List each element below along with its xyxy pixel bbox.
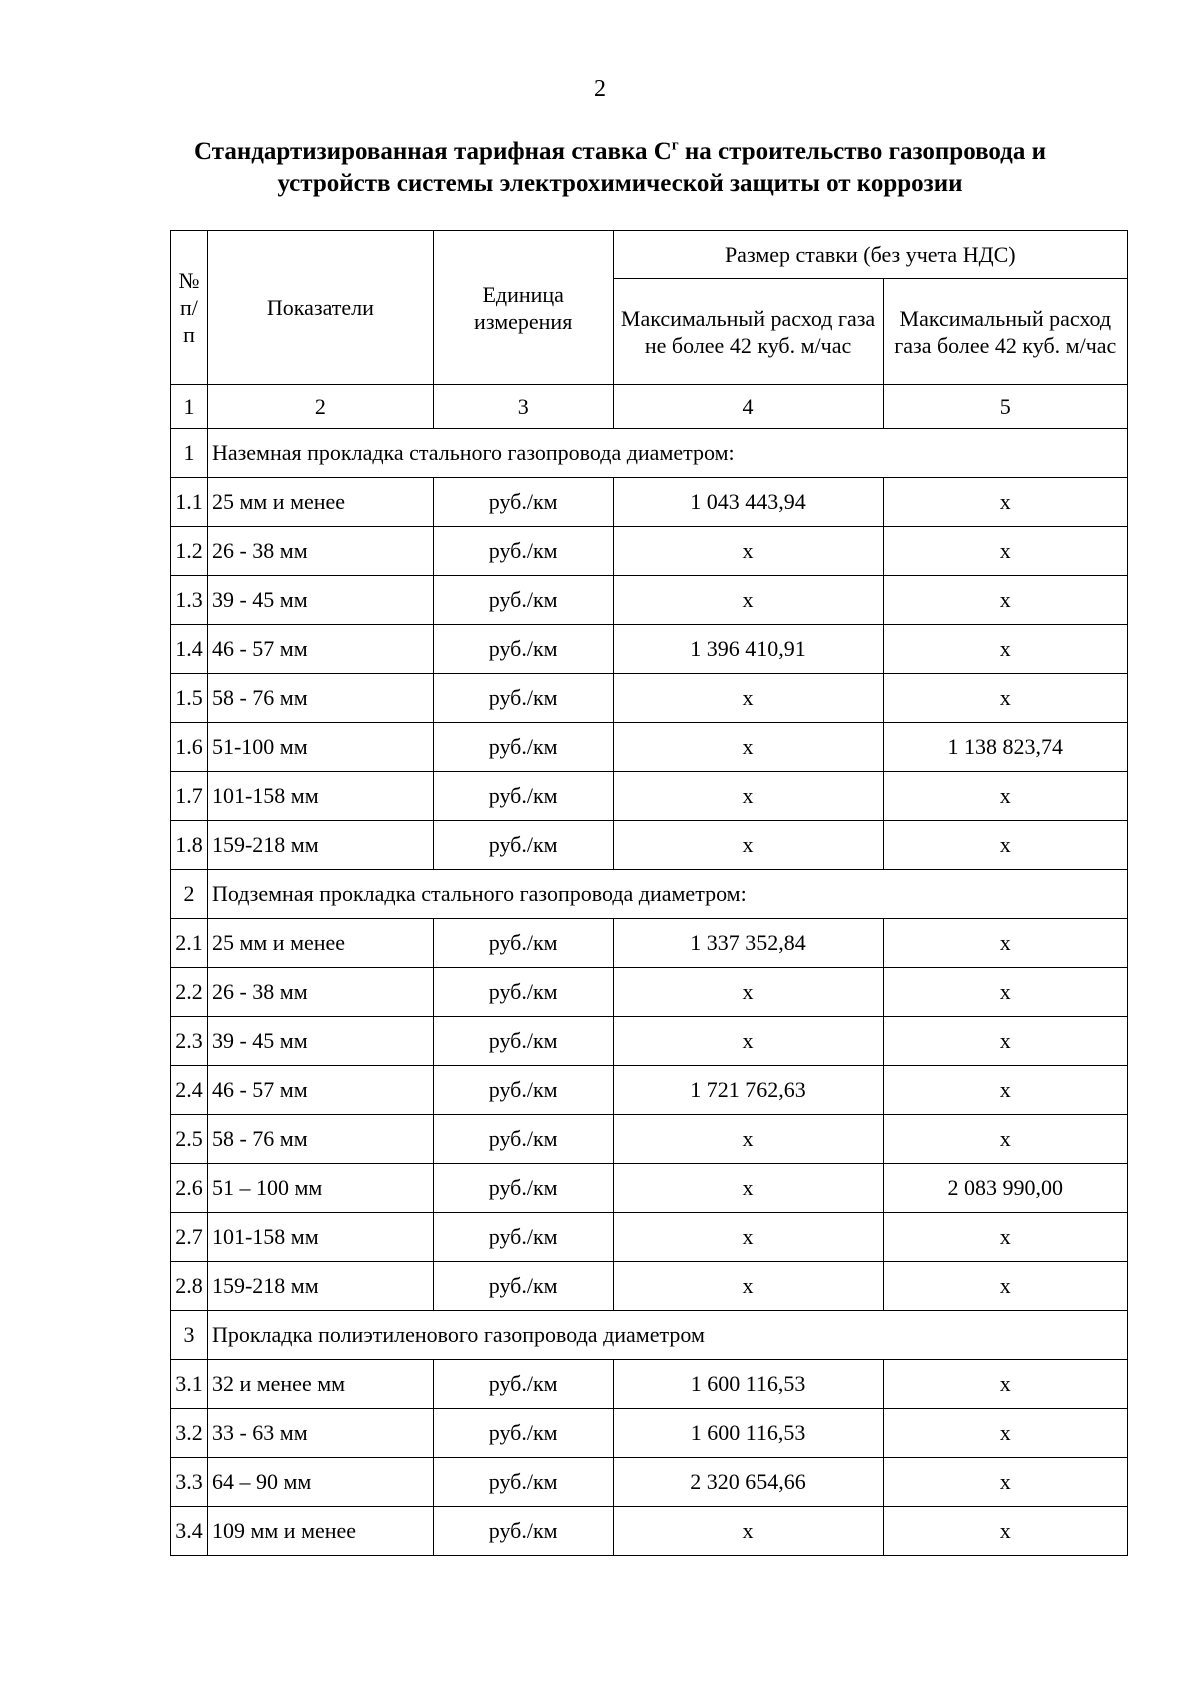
row-unit: руб./км — [433, 527, 613, 576]
row-number: 3.2 — [171, 1409, 208, 1458]
row-rate-le-42: 2 320 654,66 — [613, 1458, 883, 1507]
row-indicator: 159-218 мм — [207, 821, 433, 870]
row-unit: руб./км — [433, 821, 613, 870]
row-indicator: 64 – 90 мм — [207, 1458, 433, 1507]
table-row — [171, 478, 1128, 527]
title-part-1: Стандартизированная тарифная ставка С — [194, 138, 672, 165]
row-rate-le-42: 1 043 443,94 — [613, 478, 883, 527]
table-row — [171, 1409, 1128, 1458]
table-row — [171, 576, 1128, 625]
row-number: 1.3 — [171, 576, 208, 625]
row-indicator: 39 - 45 мм — [207, 576, 433, 625]
row-indicator: 101-158 мм — [207, 1213, 433, 1262]
row-number: 2.7 — [171, 1213, 208, 1262]
row-indicator: 26 - 38 мм — [207, 968, 433, 1017]
table-header-row — [171, 231, 1128, 279]
table-row — [171, 625, 1128, 674]
row-rate-le-42: х — [613, 968, 883, 1017]
row-rate-le-42: 1 337 352,84 — [613, 919, 883, 968]
row-indicator: 46 - 57 мм — [207, 625, 433, 674]
row-rate-le-42: х — [613, 674, 883, 723]
row-unit: руб./км — [433, 723, 613, 772]
row-rate-le-42: х — [613, 1115, 883, 1164]
table-row — [171, 723, 1128, 772]
row-rate-le-42: х — [613, 1213, 883, 1262]
table-row — [171, 1017, 1128, 1066]
row-unit: руб./км — [433, 674, 613, 723]
row-unit: руб./км — [433, 1262, 613, 1311]
row-unit: руб./км — [433, 968, 613, 1017]
row-rate-gt-42: х — [883, 772, 1127, 821]
row-number: 2.5 — [171, 1115, 208, 1164]
table-row — [171, 674, 1128, 723]
table-row — [171, 968, 1128, 1017]
row-number: 1.5 — [171, 674, 208, 723]
table-row — [171, 772, 1128, 821]
row-indicator: 109 мм и менее — [207, 1507, 433, 1556]
row-rate-gt-42: х — [883, 1066, 1127, 1115]
row-indicator: 25 мм и менее — [207, 478, 433, 527]
row-rate-le-42: х — [613, 723, 883, 772]
row-indicator: 33 - 63 мм — [207, 1409, 433, 1458]
column-number: 5 — [883, 385, 1127, 429]
table-row — [171, 919, 1128, 968]
section-row — [171, 1311, 1128, 1360]
table-row — [171, 821, 1128, 870]
row-indicator: 46 - 57 мм — [207, 1066, 433, 1115]
row-number: 1.6 — [171, 723, 208, 772]
column-number-row — [171, 385, 1128, 429]
section-title: Наземная прокладка стального газопровода диаметром: — [207, 429, 1127, 478]
row-rate-gt-42: х — [883, 968, 1127, 1017]
row-indicator: 25 мм и менее — [207, 919, 433, 968]
row-number: 1.2 — [171, 527, 208, 576]
row-rate-gt-42: х — [883, 674, 1127, 723]
table-row — [171, 1164, 1128, 1213]
table-row — [171, 1213, 1128, 1262]
header-indicator: Показатели — [207, 231, 433, 385]
row-unit: руб./км — [433, 1458, 613, 1507]
section-number: 1 — [171, 429, 208, 478]
row-rate-gt-42: х — [883, 478, 1127, 527]
row-unit: руб./км — [433, 1507, 613, 1556]
row-number: 2.2 — [171, 968, 208, 1017]
header-number: № п/п — [171, 231, 208, 385]
column-number: 2 — [207, 385, 433, 429]
row-indicator: 159-218 мм — [207, 1262, 433, 1311]
row-rate-gt-42: х — [883, 1262, 1127, 1311]
row-indicator: 26 - 38 мм — [207, 527, 433, 576]
table-row — [171, 527, 1128, 576]
row-rate-gt-42: 1 138 823,74 — [883, 723, 1127, 772]
row-rate-gt-42: х — [883, 1458, 1127, 1507]
row-rate-le-42: х — [613, 1262, 883, 1311]
section-number: 2 — [171, 870, 208, 919]
row-rate-gt-42: х — [883, 576, 1127, 625]
table-row — [171, 1115, 1128, 1164]
row-rate-gt-42: х — [883, 1017, 1127, 1066]
header-unit: Единица измерения — [433, 231, 613, 385]
row-unit: руб./км — [433, 1164, 613, 1213]
row-number: 1.4 — [171, 625, 208, 674]
row-number: 3.1 — [171, 1360, 208, 1409]
row-unit: руб./км — [433, 576, 613, 625]
row-unit: руб./км — [433, 478, 613, 527]
row-number: 2.1 — [171, 919, 208, 968]
row-number: 3.3 — [171, 1458, 208, 1507]
table-row — [171, 1360, 1128, 1409]
row-number: 2.6 — [171, 1164, 208, 1213]
row-rate-gt-42: х — [883, 1409, 1127, 1458]
row-rate-gt-42: х — [883, 1115, 1127, 1164]
section-row — [171, 429, 1128, 478]
table-row — [171, 1066, 1128, 1115]
row-rate-le-42: 1 600 116,53 — [613, 1360, 883, 1409]
row-unit: руб./км — [433, 1066, 613, 1115]
row-rate-gt-42: 2 083 990,00 — [883, 1164, 1127, 1213]
row-number: 3.4 — [171, 1507, 208, 1556]
row-rate-gt-42: х — [883, 1360, 1127, 1409]
table-row — [171, 1507, 1128, 1556]
row-indicator: 39 - 45 мм — [207, 1017, 433, 1066]
row-unit: руб./км — [433, 1115, 613, 1164]
row-number: 2.4 — [171, 1066, 208, 1115]
row-rate-le-42: х — [613, 772, 883, 821]
table-row — [171, 1458, 1128, 1507]
row-rate-gt-42: х — [883, 527, 1127, 576]
title-superscript: г — [671, 137, 679, 154]
page-number: 2 — [594, 76, 606, 102]
row-indicator: 51-100 мм — [207, 723, 433, 772]
table-row — [171, 1262, 1128, 1311]
row-number: 1.8 — [171, 821, 208, 870]
table-body — [171, 429, 1128, 1556]
row-number: 1.1 — [171, 478, 208, 527]
document-title — [150, 136, 1090, 200]
row-unit: руб./км — [433, 625, 613, 674]
column-number: 1 — [171, 385, 208, 429]
row-rate-le-42: х — [613, 576, 883, 625]
row-rate-le-42: 1 396 410,91 — [613, 625, 883, 674]
row-rate-le-42: х — [613, 1507, 883, 1556]
column-number: 4 — [613, 385, 883, 429]
row-rate-le-42: х — [613, 1164, 883, 1213]
title-part-2: на строительство газопровода и устройств системы электрохимической защиты от коррозии — [277, 138, 1046, 197]
section-number: 3 — [171, 1311, 208, 1360]
tariff-rate-table — [170, 230, 1128, 1556]
row-unit: руб./км — [433, 1017, 613, 1066]
row-rate-le-42: 1 600 116,53 — [613, 1409, 883, 1458]
header-rate-le-42: Максимальный расход газа не более 42 куб. м/час — [613, 279, 883, 385]
row-rate-gt-42: х — [883, 1507, 1127, 1556]
row-indicator: 101-158 мм — [207, 772, 433, 821]
row-number: 1.7 — [171, 772, 208, 821]
row-unit: руб./км — [433, 772, 613, 821]
section-title: Прокладка полиэтиленового газопровода диаметром — [207, 1311, 1127, 1360]
row-rate-gt-42: х — [883, 625, 1127, 674]
row-indicator: 58 - 76 мм — [207, 1115, 433, 1164]
section-row — [171, 870, 1128, 919]
row-indicator: 32 и менее мм — [207, 1360, 433, 1409]
row-indicator: 58 - 76 мм — [207, 674, 433, 723]
row-rate-le-42: х — [613, 527, 883, 576]
row-number: 2.8 — [171, 1262, 208, 1311]
row-number: 2.3 — [171, 1017, 208, 1066]
column-number: 3 — [433, 385, 613, 429]
header-rate-group: Размер ставки (без учета НДС) — [613, 231, 1127, 279]
row-rate-gt-42: х — [883, 1213, 1127, 1262]
section-title: Подземная прокладка стального газопровода диаметром: — [207, 870, 1127, 919]
row-unit: руб./км — [433, 1360, 613, 1409]
row-unit: руб./км — [433, 1409, 613, 1458]
row-rate-gt-42: х — [883, 821, 1127, 870]
row-unit: руб./км — [433, 919, 613, 968]
row-rate-le-42: х — [613, 1017, 883, 1066]
header-rate-gt-42: Максимальный расход газа более 42 куб. м/час — [883, 279, 1127, 385]
row-rate-le-42: 1 721 762,63 — [613, 1066, 883, 1115]
row-rate-gt-42: х — [883, 919, 1127, 968]
row-rate-le-42: х — [613, 821, 883, 870]
row-indicator: 51 – 100 мм — [207, 1164, 433, 1213]
row-unit: руб./км — [433, 1213, 613, 1262]
